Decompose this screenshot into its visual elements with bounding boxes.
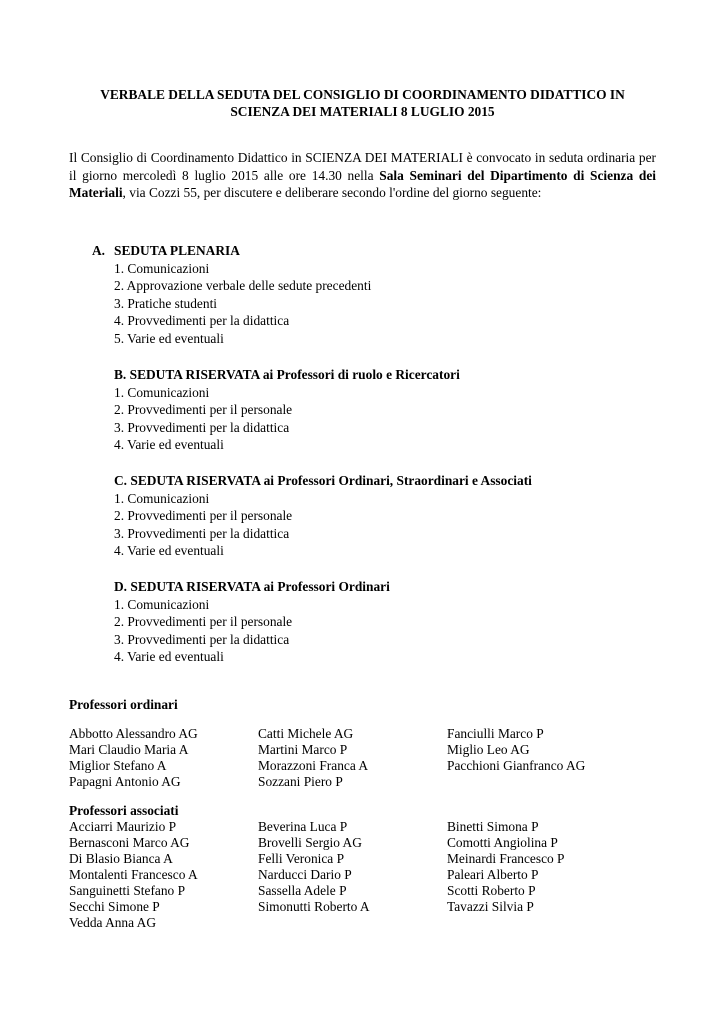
member-entry: Miglio Leo AG [447, 742, 530, 757]
intro-text-1: Il Consiglio di Coordinamento Didattico in SCIENZA DEI MATERIALI è convocato in seduta ordinaria per il giorno mercoledì 8 luglio 2015 alle ore 14.30 nella [69, 150, 656, 183]
agenda-item: 5. Varie ed eventuali [114, 330, 224, 346]
member-entry: Comotti Angiolina P [447, 835, 558, 850]
document-title [60, 86, 665, 120]
section-a-heading [92, 242, 674, 260]
member-entry: Sassella Adele P [258, 883, 347, 898]
associati-column-2 [258, 819, 370, 915]
member-entry: Binetti Simona P [447, 819, 539, 834]
section-a-title: SEDUTA PLENARIA [114, 243, 240, 258]
agenda-item: 4. Varie ed eventuali [114, 437, 224, 453]
ordinari-heading: Professori ordinari [69, 697, 178, 712]
member-entry: Bernasconi Marco AG [69, 835, 190, 850]
title-line-1: VERBALE DELLA SEDUTA DEL CONSIGLIO DI COORDINAMENTO DIDATTICO IN [100, 87, 625, 102]
intro-location: Sala Seminari del Dipartimento di Scienza dei Materiali [69, 167, 656, 200]
title-line-2: SCIENZA DEI MATERIALI 8 LUGLIO 2015 [230, 104, 495, 119]
associati-column-3 [447, 819, 565, 915]
ordinari-column-3 [447, 726, 585, 774]
section-b-title: B. SEDUTA RISERVATA ai Professori di ruolo e Ricercatori [114, 367, 460, 382]
member-entry: Miglior Stefano A [69, 758, 167, 773]
agenda-item: 1. Comunicazioni [114, 490, 210, 506]
member-entry: Paleari Alberto P [447, 867, 539, 882]
agenda-section-a [92, 242, 674, 348]
agenda-item: 1. Comunicazioni [114, 596, 210, 612]
ordinari-column-1 [69, 726, 198, 790]
agenda-item: 2. Provvedimenti per il personale [114, 614, 293, 630]
member-entry: Secchi Simone P [69, 899, 160, 914]
member-entry: Narducci Dario P [258, 867, 352, 882]
agenda-item: 4. Varie ed eventuali [114, 649, 224, 665]
member-entry: Scotti Roberto P [447, 883, 536, 898]
member-entry: Papagni Antonio AG [69, 774, 181, 789]
intro-text-2: , via Cozzi 55, per discutere e deliberare secondo l'ordine del giorno seguente: [122, 185, 542, 200]
agenda-item: 2. Approvazione verbale delle sedute precedenti [114, 278, 372, 294]
member-entry: Fanciulli Marco P [447, 726, 544, 741]
member-entry: Beverina Luca P [258, 819, 348, 834]
member-entry: Catti Michele AG [258, 726, 354, 741]
agenda-item: 3. Pratiche studenti [114, 295, 218, 311]
member-entry: Abbotto Alessandro AG [69, 726, 198, 741]
member-entry: Pacchioni Gianfranco AG [447, 758, 586, 773]
intro-paragraph [69, 149, 656, 202]
member-entry: Morazzoni Franca A [258, 758, 369, 773]
agenda-item: 2. Provvedimenti per il personale [114, 508, 293, 524]
ordinari-column-2 [258, 726, 368, 790]
agenda-item: 1. Comunicazioni [114, 260, 210, 276]
section-a-letter: A. [92, 243, 106, 258]
member-entry: Mari Claudio Maria A [69, 742, 189, 757]
member-entry: Martini Marco P [258, 742, 348, 757]
member-entry: Di Blasio Bianca A [69, 851, 173, 866]
member-entry: Montalenti Francesco A [69, 867, 198, 882]
member-entry: Meinardi Francesco P [447, 851, 565, 866]
member-entry: Vedda Anna AG [69, 915, 157, 930]
agenda-section-b [114, 366, 674, 454]
section-d-title: D. SEDUTA RISERVATA ai Professori Ordinari [114, 579, 390, 594]
agenda-item: 4. Provvedimenti per la didattica [114, 313, 290, 329]
member-entry: Sanguinetti Stefano P [69, 883, 186, 898]
agenda-item: 2. Provvedimenti per il personale [114, 402, 293, 418]
agenda-section-d [114, 578, 674, 666]
member-entry: Acciarri Maurizio P [69, 819, 177, 834]
member-entry: Sozzani Piero P [258, 774, 343, 789]
section-c-title: C. SEDUTA RISERVATA ai Professori Ordinari, Straordinari e Associati [114, 473, 532, 488]
member-entry: Brovelli Sergio AG [258, 835, 362, 850]
agenda-item: 4. Varie ed eventuali [114, 543, 224, 559]
agenda-item: 3. Provvedimenti per la didattica [114, 419, 290, 435]
associati-heading: Professori associati [69, 803, 179, 818]
agenda-section-c [114, 472, 674, 560]
member-entry: Felli Veronica P [258, 851, 345, 866]
member-entry: Simonutti Roberto A [258, 899, 370, 914]
associati-column-1 [69, 819, 198, 931]
agenda-item: 3. Provvedimenti per la didattica [114, 631, 290, 647]
agenda-item: 1. Comunicazioni [114, 384, 210, 400]
agenda-item: 3. Provvedimenti per la didattica [114, 525, 290, 541]
member-entry: Tavazzi Silvia P [447, 899, 534, 914]
